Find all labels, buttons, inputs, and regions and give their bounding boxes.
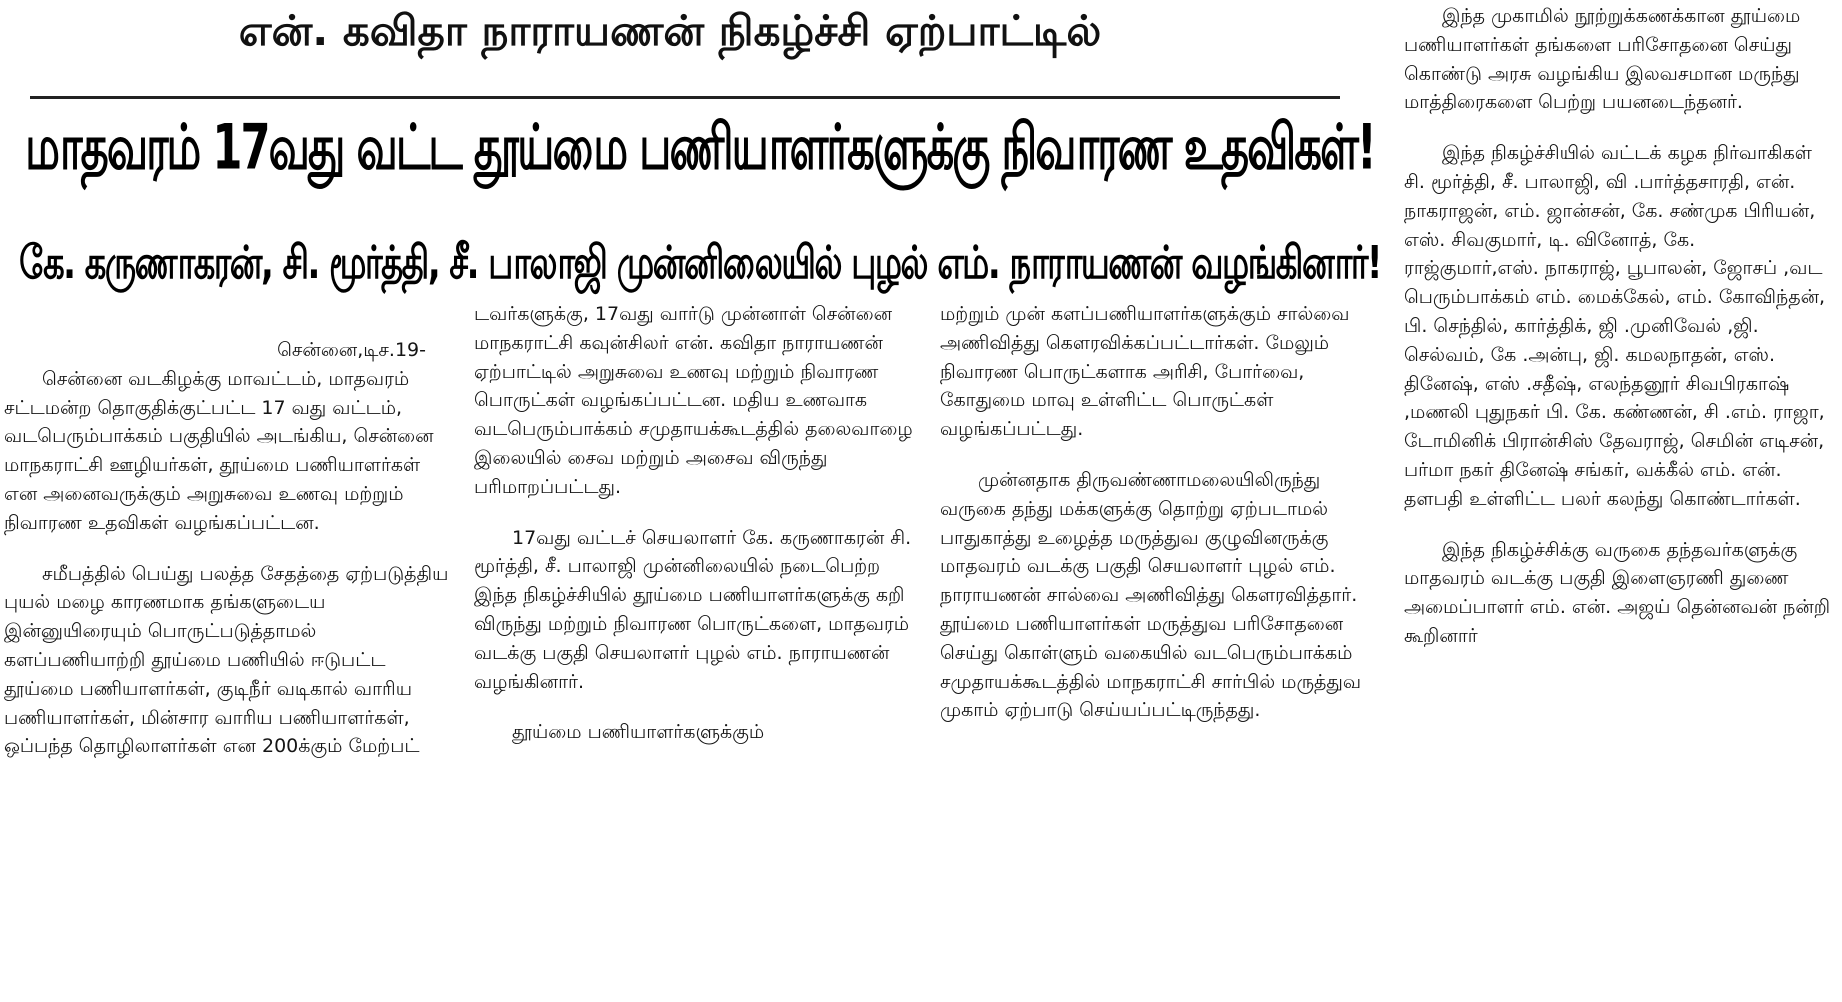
paragraph: மற்றும் முன் களப்பணியாளர்களுக்கும் சால்வை அணிவித்து கௌரவிக்கப்பட்டார்கள். மேலும் நிவாரண பொருட்களாக அரிசி, போர்வை, கோதுமை மாவு உள்ளிட்ட பொருட்கள் வழங்கப்பட்டது. bbox=[940, 303, 1350, 441]
dateline: சென்னை,டிச.19- bbox=[277, 339, 426, 361]
article-column-4 bbox=[1404, 2, 1836, 651]
paragraph: முன்னதாக திருவண்ணாமலையிலிருந்து வருகை தந்து மக்களுக்கு தொற்று ஏற்படாமல் பாதுகாத்து உழைத்த மருத்துவ குழுவினருக்கு மாதவரம் வடக்கு பகுதி செயலாளர் புழல் எம். நாராயணன் சால்வை அணிவித்து கௌரவித்தார். தூய்மை பணியாளர்கள் மருத்துவ பரிசோதனை செய்து கொள்ளும் வகையில் வடபெரும்பாக்கம் சமுதாயக்கூடத்தில் மாநகராட்சி சார்பில் மருத்துவ முகாம் ஏற்பாடு செய்யப்பட்டிருந்தது. bbox=[940, 468, 1362, 722]
paragraph: இந்த முகாமில் நூற்றுக்கணக்கான தூய்மை பணியாளர்கள் தங்களை பரிசோதனை செய்து கொண்டு அரசு வழங்கிய இலவசமான மருந்து மாத்திரைகளை பெற்று பயனடைந்தனர். bbox=[1404, 5, 1801, 114]
article-column-1 bbox=[4, 336, 452, 761]
article-column-3 bbox=[940, 300, 1380, 725]
headline-block bbox=[0, 0, 1400, 318]
paragraph: இந்த நிகழ்ச்சியில் வட்டக் கழக நிர்வாகிகள் சி. மூர்த்தி, சீ. பாலாஜி, வி .பார்த்தசாரதி, என். நாகராஜன், எம். ஜான்சன், கே. சண்முக பிரியன், எஸ். சிவகுமார், டி. வினோத், கே. ராஜ்குமார்,எஸ். நாகராஜ், பூபாலன், ஜோசப் ,வட பெரும்பாக்கம் எம். மைக்கேல், எம். கோவிந்தன், பி. செந்தில், கார்த்திக், ஜி .முனிவேல் ,ஜி. செல்வம், கே .அன்பு, ஜி. கமலநாதன், எஸ். தினேஷ், எஸ் .சதீஷ், எலந்தனூர் சிவபிரகாஷ் ,மணலி புதுநகர் பி. கே. கண்ணன், சி .எம். ராஜா, டோமினிக் பிரான்சிஸ் தேவராஜ், செமின் எடிசன், பர்மா நகர் தினேஷ் சங்கர், வக்கீல் எம். என். தளபதி உள்ளிட்ட பலர் கலந்து கொண்டார்கள். bbox=[1404, 142, 1826, 510]
paragraph: 17வது வட்டச் செயலாளர் கே. கருணாகரன் சி. மூர்த்தி, சீ. பாலாஜி முன்னிலையில் நடைபெற்ற இந்த நிகழ்ச்சியில் தூய்மை பணியாளர்களுக்கு கறி விருந்து மற்றும் நிவாரண பொருட்களை, மாதவரம் வடக்கு பகுதி செயலாளர் புழல் எம். நாராயணன் வழங்கினார். bbox=[474, 526, 912, 693]
kicker-headline: என். கவிதா நாராயணன் நிகழ்ச்சி ஏற்பாட்டில் bbox=[238, 6, 1102, 55]
paragraph: சமீபத்தில் பெய்து பலத்த சேதத்தை ஏற்படுத்திய புயல் மழை காரணமாக தங்களுடைய இன்னுயிரையும் பொருட்படுத்தாமல் களப்பணியாற்றி தூய்மை பணியில் ஈடுபட்ட தூய்மை பணியாளர்கள், குடிநீர் வடிகால் வாரிய பணியாளர்கள், மின்சார வாரிய பணியாளர்கள், ஒப்பந்த தொழிலாளர்கள் என 200க்கும் மேற்பட் bbox=[4, 562, 449, 758]
paragraph: இந்த நிகழ்ச்சிக்கு வருகை தந்தவர்களுக்கு மாதவரம் வடக்கு பகுதி இளைஞரணி துணை அமைப்பாளர் எம். என். அஜய் தென்னவன் நன்றி கூறினார் bbox=[1404, 538, 1831, 647]
paragraph: சென்னை வடகிழக்கு மாவட்டம், மாதவரம் சட்டமன்ற தொகுதிக்குட்பட்ட 17 வது வட்டம், வடபெரும்பாக்கம் பகுதியில் அடங்கிய, சென்னை மாநகராட்சி ஊழியர்கள், தூய்மை பணியாளர்கள் என அனைவருக்கும் அறுசுவை உணவு மற்றும் நிவாரண உதவிகள் வழங்கப்பட்டன. bbox=[4, 367, 434, 534]
sub-headline: கே. கருணாகரன், சி. மூர்த்தி, சீ. பாலாஜி முன்னிலையில் புழல் எம். நாராயணன் வழங்கினார்! bbox=[19, 236, 1381, 289]
paragraph: டவர்களுக்கு, 17வது வார்டு முன்னாள் சென்னை மாநகராட்சி கவுன்சிலர் என். கவிதா நாராயணன் ஏற்பாட்டில் அறுசுவை உணவு மற்றும் நிவாரண பொருட்கள் வழங்கப்பட்டன. மதிய உணவாக வடபெரும்பாக்கம் சமுதாயக்கூடத்தில் தலைவாழை இலையில் சைவ மற்றும் அசைவ விருந்து பரிமாறப்பட்டது. bbox=[474, 303, 913, 498]
paragraph: தூய்மை பணியாளர்களுக்கும் bbox=[512, 721, 765, 744]
main-headline: மாதவரம் 17வது வட்ட தூய்மை பணியாளர்களுக்கு நிவாரண உதவிகள்! bbox=[25, 112, 1375, 185]
article-column-2 bbox=[474, 300, 922, 747]
headline-divider bbox=[30, 96, 1340, 99]
